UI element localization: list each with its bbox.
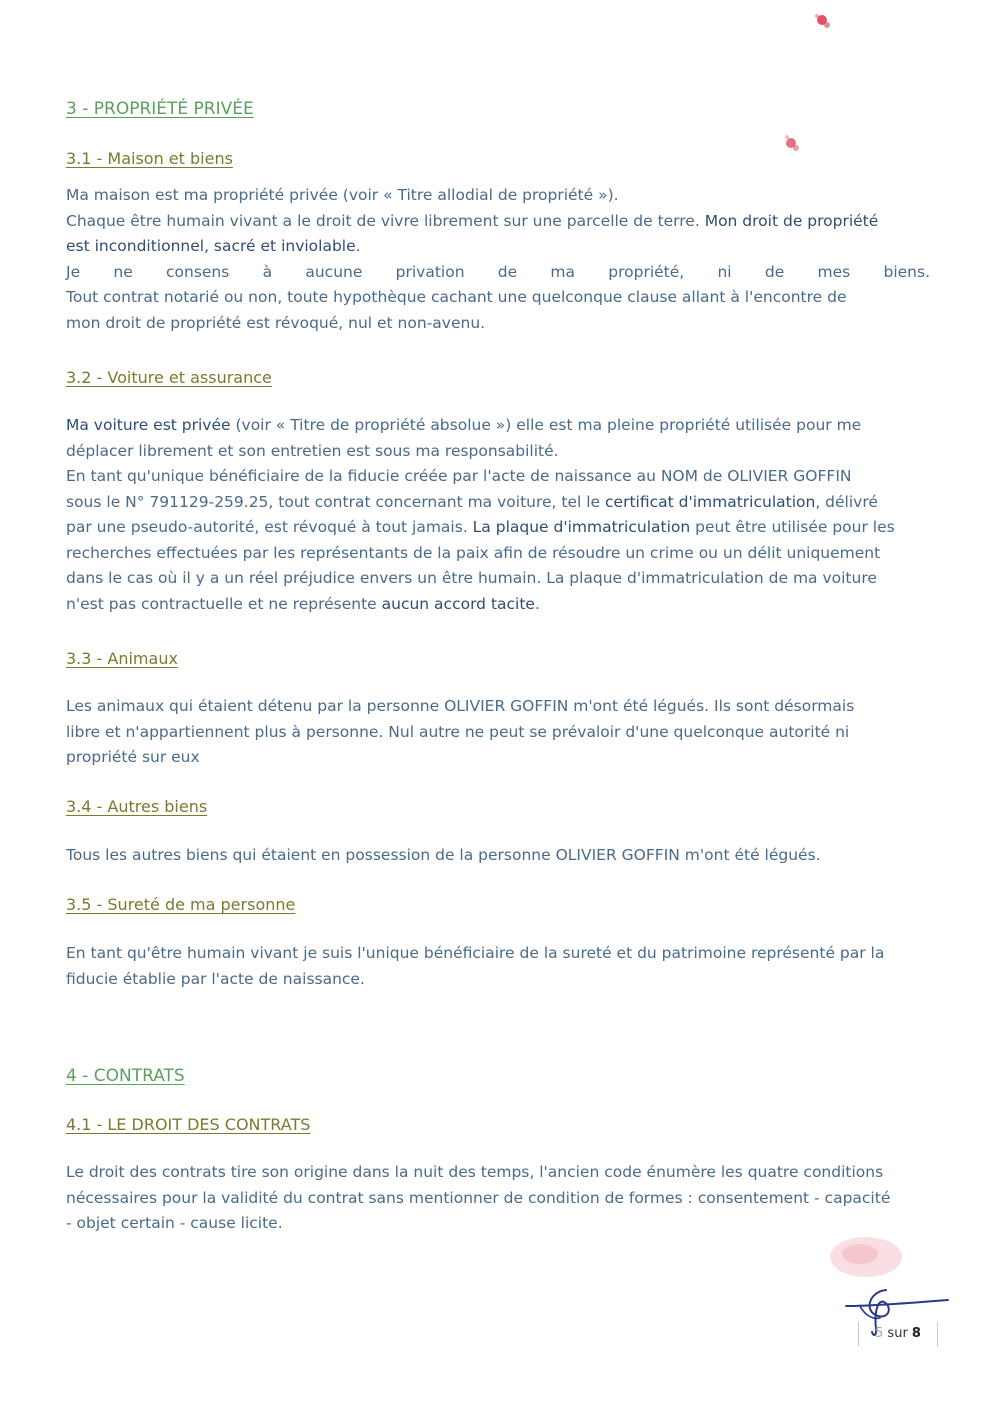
section-3-1-text: Ma maison est ma propriété privée (voir « Titre allodial de propriété »). Chaque être humain vivant a le droit de vivre librement sur une parcelle de terre. Mon droit de propriété est inconditionnel, sacré et inviolable. Je ne consens à aucune privation de ma propriété, ni de mes biens. Tout contrat notarié ou non, toute hypothèque cachant une quelconque clause allant à l'encontre de mon droit de propriété est révoqué, nul et non-avenu.	[66, 186, 930, 332]
red-stain-mark	[778, 128, 808, 158]
section-3-3-text: Les animaux qui étaient détenu par la personne OLIVIER GOFFIN m'ont été légués. Ils sont désormais libre et n'appartiennent plus à personne. Nul autre ne peut se prévaloir d'une quelconque autorité ni propriété sur eux	[66, 697, 855, 766]
section-3-5-text: En tant qu'être humain vivant je suis l'unique bénéficiaire de la sureté et du patrimoine représenté par la fiducie établie par l'acte de naissance.	[66, 944, 885, 988]
section-3-heading: 3 - PROPRIÉTÉ PRIVÉE	[66, 99, 254, 119]
section-3-3-heading: 3.3 - Animaux	[66, 649, 178, 668]
section-3-2-heading: 3.2 - Voiture et assurance	[66, 368, 272, 387]
section-4-heading: 4 - CONTRATS	[66, 1066, 185, 1086]
section-3-1-heading: 3.1 - Maison et biens	[66, 149, 233, 168]
section-3-5-heading: 3.5 - Sureté de ma personne	[66, 895, 296, 914]
page-number: 5 sur 8	[858, 1322, 938, 1346]
section-3-4-text: Tous les autres biens qui étaient en possession de la personne OLIVIER GOFFIN m'ont été légués.	[66, 846, 821, 864]
section-3-4-heading: 3.4 - Autres biens	[66, 797, 208, 816]
red-stain-mark	[826, 1232, 906, 1282]
section-3-2-text: Ma voiture est privée (voir « Titre de propriété absolue ») elle est ma pleine propriété utilisée pour me déplacer librement et son entretien est sous ma responsabilité. En tant qu'unique bénéficiaire de la fiducie créée par l'acte de naissance au NOM de OLIVIER GOFFIN sous le N° 791129-259.25, tout contrat concernant ma voiture, tel le certificat d'immatriculation, délivré par une pseudo-autorité, est révoqué à tout jamais. La plaque d'immatriculation peut être utilisée pour les recherches effectuées par les représentants de la paix afin de résoudre un crime ou un délit uniquement dans le cas où il y a un réel préjudice envers un être humain. La plaque d'immatriculation de ma voiture n'est pas contractuelle et ne représente aucun accord tacite.	[66, 416, 895, 613]
section-4-1-heading: 4.1 - LE DROIT DES CONTRATS	[66, 1115, 311, 1134]
red-stain-mark	[808, 8, 838, 34]
section-4-1-text: Le droit des contrats tire son origine dans la nuit des temps, l'ancien code énumère les quatre conditions nécessaires pour la validité du contrat sans mentionner de condition de formes : consentement - capacité - objet certain - cause licite.	[66, 1163, 891, 1232]
